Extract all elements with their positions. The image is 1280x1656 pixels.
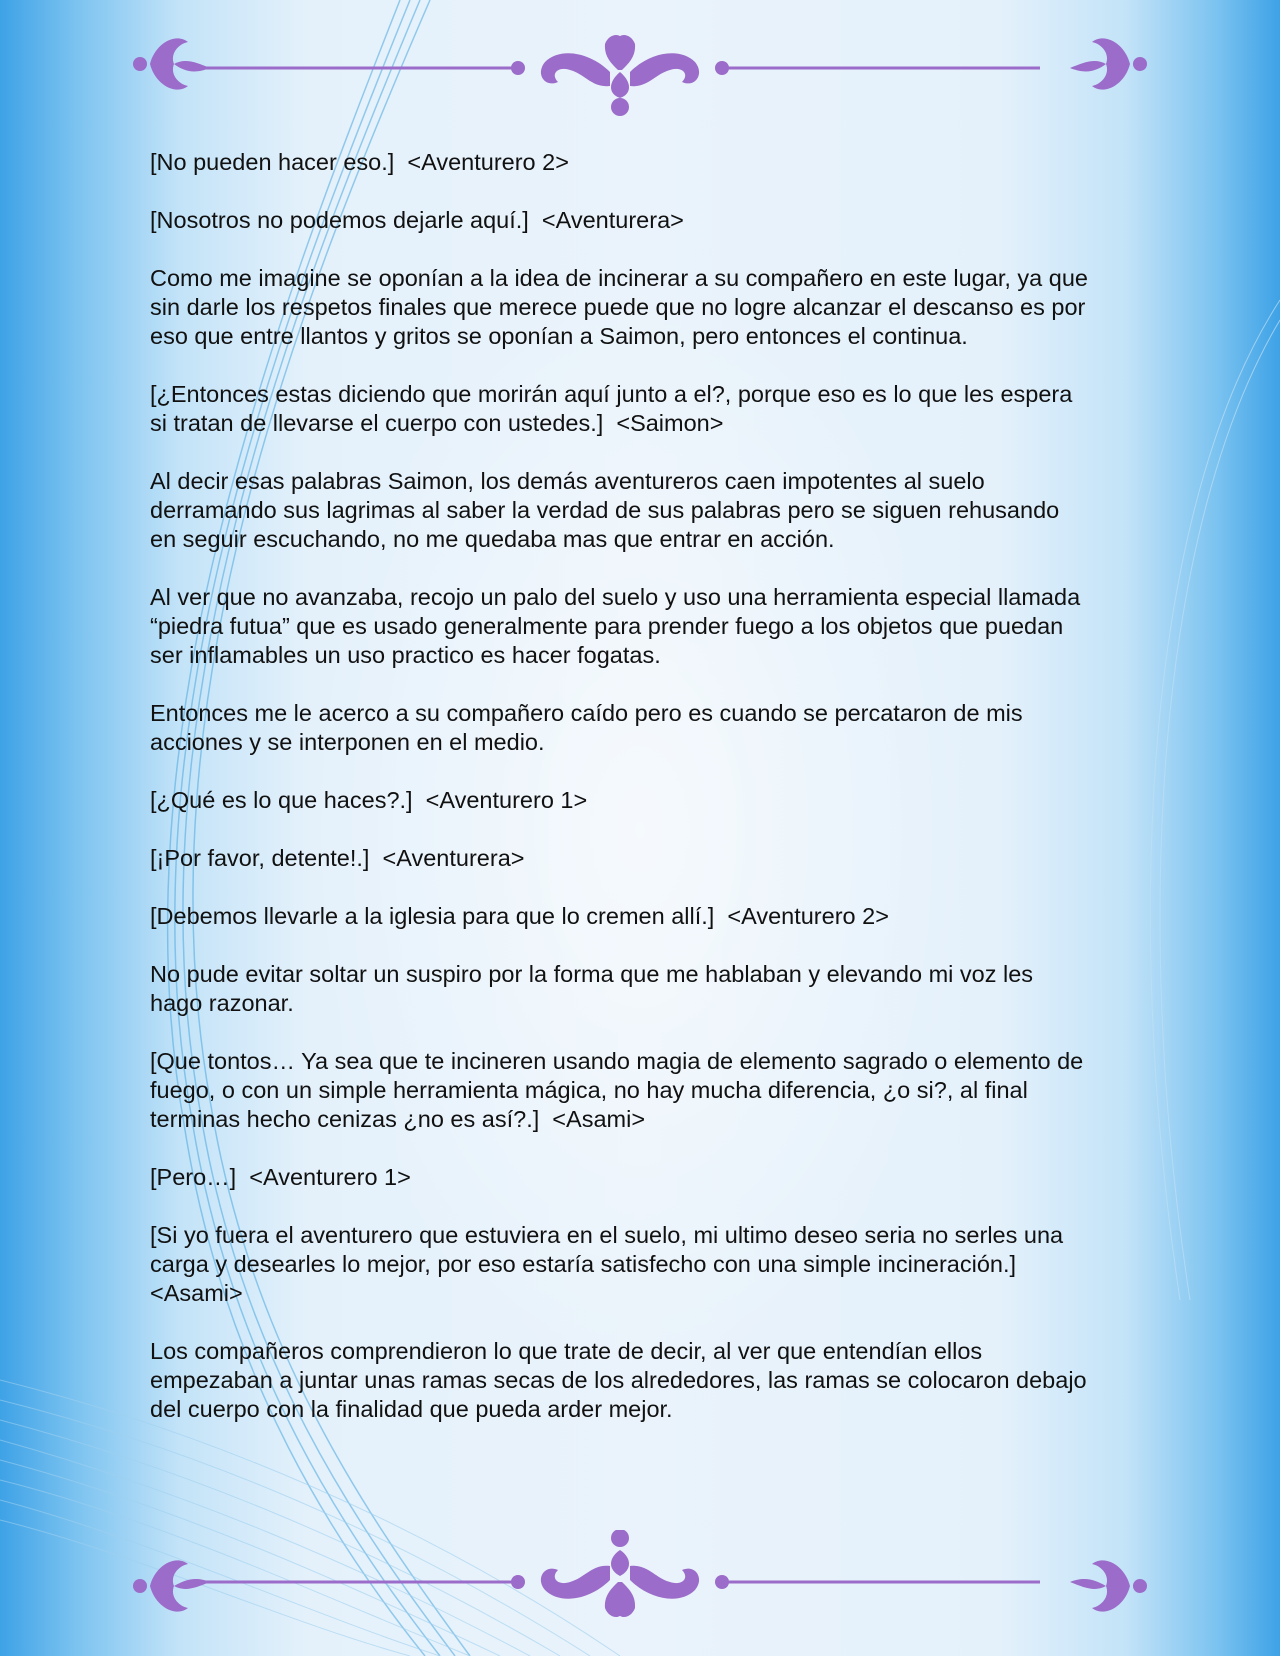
- paragraph: No pude evitar soltar un suspiro por la forma que me hablaban y elevando mi voz les hago razonar.: [150, 961, 1040, 1016]
- paragraph: Los compañeros comprendieron lo que trate de decir, al ver que entendían ellos empezaban a juntar unas ramas secas de los alrededores, las ramas se colocaron debajo del cuerpo con la finalidad que pueda arder mejor.: [150, 1338, 1094, 1422]
- paragraph: [¿Qué es lo que haces?.] <Aventurero 1>: [150, 787, 588, 813]
- top-ornament: [130, 22, 1150, 122]
- paragraph: Al ver que no avanzaba, recojo un palo del suelo y uso una herramienta especial llamada “piedra futua” que es usado generalmente para prender fuego a los objetos que puedan ser inflamables un uso practico es hacer fogatas.: [150, 584, 1087, 668]
- paragraph: [Debemos llevarle a la iglesia para que lo cremen allí.] <Aventurero 2>: [150, 903, 889, 929]
- document-body: [150, 148, 1095, 1453]
- paragraph: Entonces me le acerco a su compañero caído pero es cuando se percataron de mis acciones y se interponen en el medio.: [150, 700, 1030, 755]
- paragraph: [¿Entonces estas diciendo que morirán aquí junto a el?, porque eso es lo que les espera si tratan de llevarse el cuerpo con ustedes.] <Saimon>: [150, 381, 1079, 436]
- paragraph: [Nosotros no podemos dejarle aquí.] <Aventurera>: [150, 207, 684, 233]
- paragraph: [¡Por favor, detente!.] <Aventurera>: [150, 845, 525, 871]
- paragraph: [Pero…] <Aventurero 1>: [150, 1164, 411, 1190]
- paragraph: [Que tontos… Ya sea que te incineren usando magia de elemento sagrado o elemento de fuego, o con un simple herramienta mágica, no hay mucha diferencia, ¿o si?, al final terminas hecho cenizas ¿no es así?.] <Asami>: [150, 1048, 1090, 1132]
- paragraph: [Si yo fuera el aventurero que estuviera en el suelo, mi ultimo deseo seria no serles una carga y desearles lo mejor, por eso estaría satisfecho con una simple incineración.] <Asami>: [150, 1222, 1070, 1306]
- bottom-ornament: [130, 1530, 1150, 1630]
- paragraph: Al decir esas palabras Saimon, los demás aventureros caen impotentes al suelo derramando sus lagrimas al saber la verdad de sus palabras pero se siguen rehusando en seguir escuchando, no me quedaba mas que entrar en acción.: [150, 468, 1066, 552]
- paragraph: [No pueden hacer eso.] <Aventurero 2>: [150, 149, 569, 175]
- paragraph: Como me imagine se oponían a la idea de incinerar a su compañero en este lugar, ya que sin darle los respetos finales que merece puede que no logre alcanzar el descanso es por eso que entre llantos y gritos se oponían a Saimon, pero entonces el continua.: [150, 265, 1095, 349]
